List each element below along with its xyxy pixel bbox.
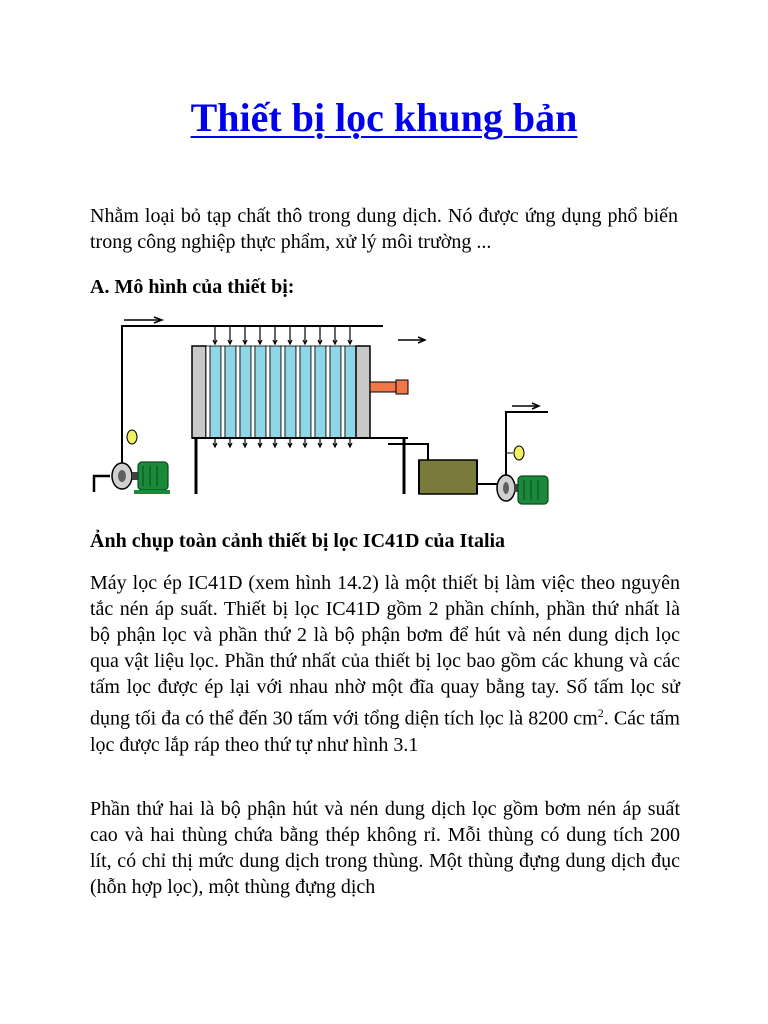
motor-right: [518, 476, 548, 504]
filter-frame: [221, 346, 225, 438]
filter-frame: [296, 346, 300, 438]
press-tail-plate: [356, 346, 370, 438]
body-paragraph-1: [90, 570, 680, 758]
para1-text: Máy lọc ép IC41D (xem hình 14.2) là một thiết bị làm việc theo nguyên tắc nén áp suất. Thiết bị lọc IC41D gồm 2 phần chính, phần thứ nhất là bộ phận lọc và phần thứ 2 là bộ phận bơm để hút và nén dung dịch lọc qua vật liệu lọc. Phần thứ nhất của thiết bị lọc bao gồm các khung và các tấm lọc được ép lại với nhau nhờ một đĩa quay bằng tay. Số tấm lọc sử dụng tối đa có thể đến 30 tấm với tổng diện tích lọc là 8200 cm: [90, 572, 680, 730]
intro-paragraph: Nhằm loại bỏ tạp chất thô trong dung dịch. Nó được ứng dụng phổ biến trong công nghiệp thực phẩm, xử lý môi trường ...: [90, 205, 678, 253]
filtrate-pipe: [388, 444, 428, 460]
superscript: 2: [597, 706, 604, 720]
filter-frame: [281, 346, 285, 438]
filter-plate: [240, 346, 251, 438]
filter-frame: [311, 346, 315, 438]
outlet-drops: [213, 438, 352, 447]
body-paragraph-2: Phần thứ hai là bộ phận hút và nén dung dịch lọc gồm bơm nén áp suất cao và hai thùng chứa bằng thép không rỉ. Mỗi thùng có dung tích 200 lít, có chỉ thị mức dung dịch trong thùng. Một thùng đựng dung dịch đục (hỗn hợp lọc), một thùng đựng dịch: [90, 798, 680, 898]
filter-plate: [285, 346, 296, 438]
filtrate-tank: [419, 460, 477, 494]
inlet-drops: [213, 326, 352, 344]
handwheel: [396, 380, 408, 394]
filter-plate: [330, 346, 341, 438]
filter-frame: [251, 346, 255, 438]
handwheel-screw: [370, 382, 396, 392]
page-title[interactable]: Thiết bị lọc khung bản: [190, 95, 578, 140]
filter-frame: [266, 346, 270, 438]
section-heading: A. Mô hình của thiết bị:: [90, 276, 295, 298]
pressure-gauge-icon: [514, 446, 524, 460]
pressure-gauge-icon: [127, 430, 137, 444]
para1-text-end: . Các tấm lọc được lắp ráp theo thứ tự như hình 3.1: [90, 707, 680, 756]
filter-frame: [206, 346, 210, 438]
filter-plate: [315, 346, 326, 438]
feed-pump-left: [94, 430, 170, 494]
filter-plate: [255, 346, 266, 438]
filter-plates: [206, 346, 356, 438]
filter-frame: [236, 346, 240, 438]
filter-plate: [210, 346, 221, 438]
filter-plate: [225, 346, 236, 438]
filter-plate: [345, 346, 356, 438]
filter-press-diagram: [88, 308, 588, 508]
press-head-plate: [192, 346, 206, 438]
figure-caption: Ảnh chụp toàn cảnh thiết bị lọc IC41D của Italia: [90, 530, 506, 552]
feed-pump-right: [477, 403, 548, 504]
filter-press-body: [192, 346, 408, 494]
filter-frame: [326, 346, 330, 438]
filter-frame: [341, 346, 345, 438]
filter-plate: [270, 346, 281, 438]
filter-plate: [300, 346, 311, 438]
